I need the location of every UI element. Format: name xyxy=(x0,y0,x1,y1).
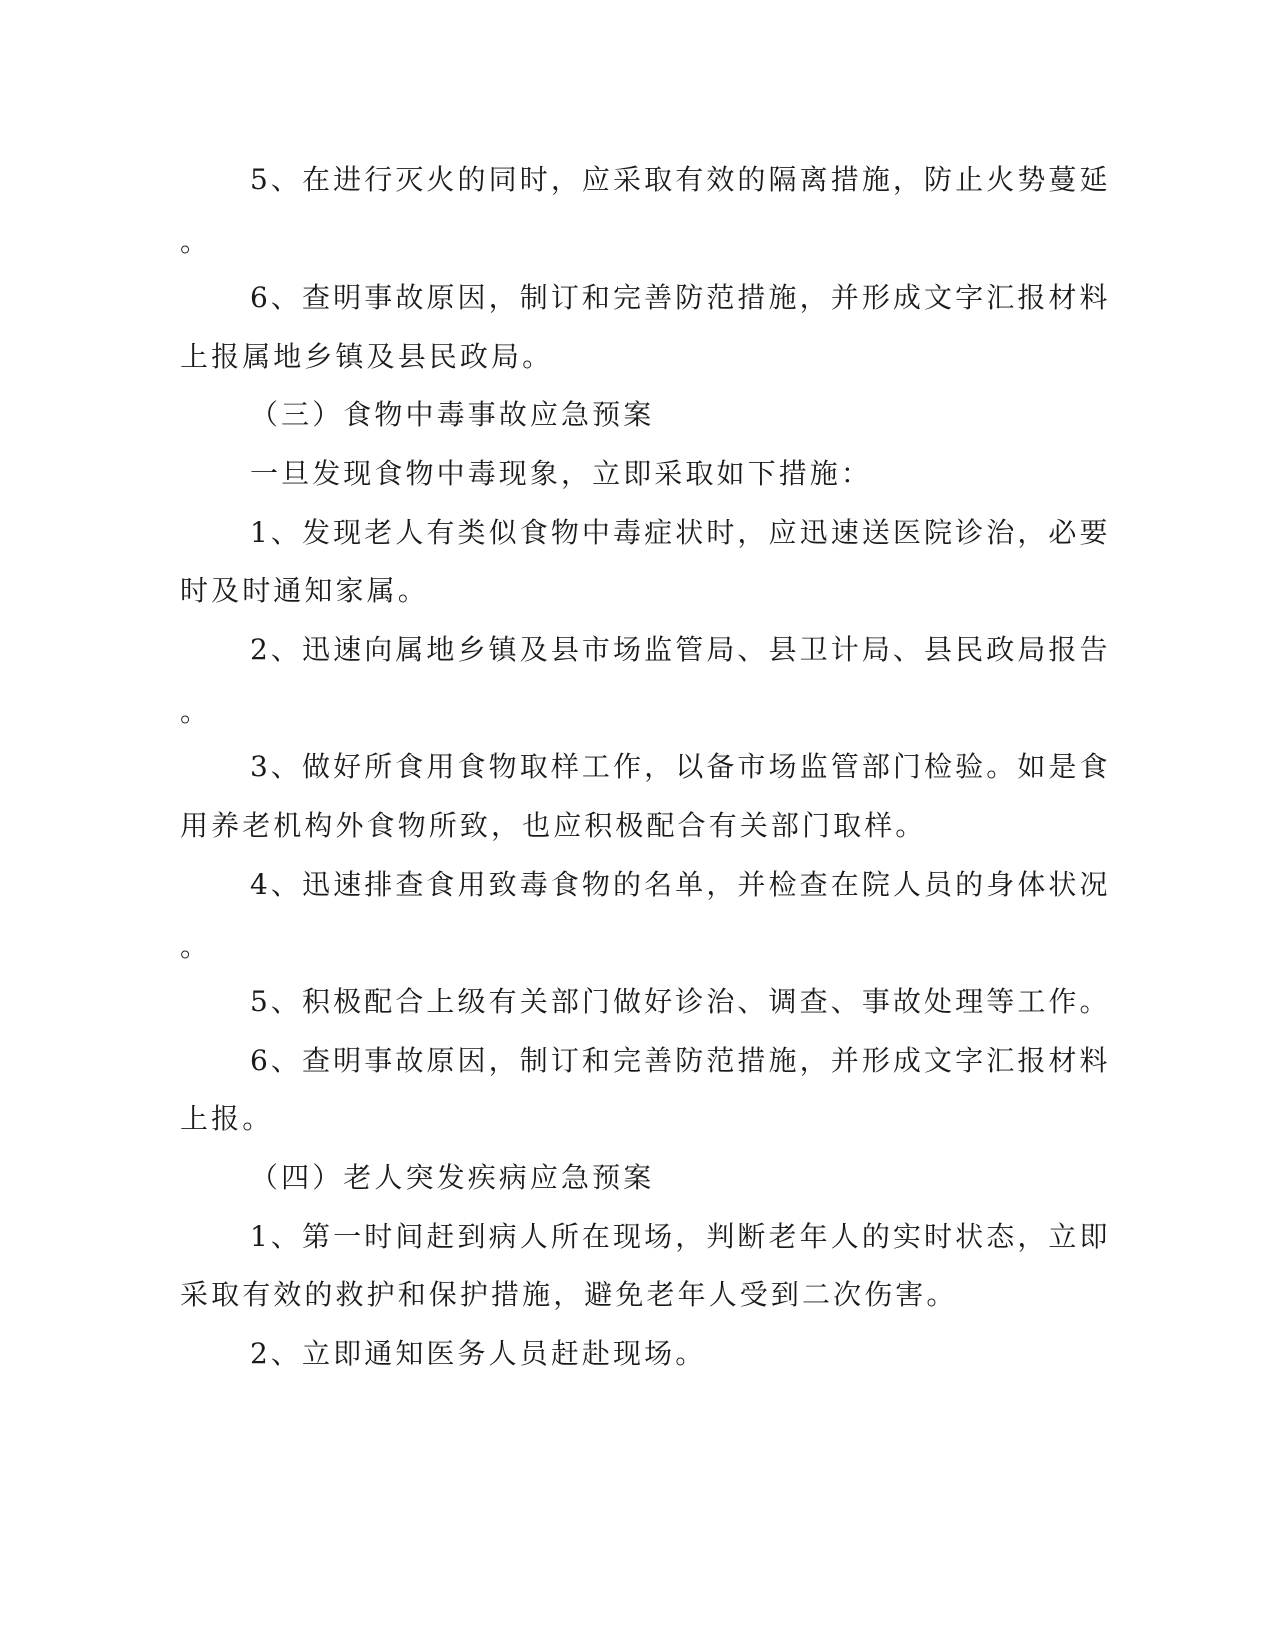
paragraph-line: 。 xyxy=(180,930,212,963)
paragraph-line: 。 xyxy=(180,225,212,258)
paragraph-line: 。 xyxy=(180,695,212,728)
paragraph-line: 6、查明事故原因，制订和完善防范措施，并形成文字汇报材料 xyxy=(250,281,1111,314)
paragraph-line: 用养老机构外食物所致，也应积极配合有关部门取样。 xyxy=(180,809,927,842)
paragraph-line: 3、做好所食用食物取样工作，以备市场监管部门检验。如是食 xyxy=(250,750,1111,783)
paragraph-line: 6、查明事故原因，制订和完善防范措施，并形成文字汇报材料 xyxy=(250,1044,1111,1077)
paragraph-line: 2、迅速向属地乡镇及县市场监管局、县卫计局、县民政局报告 xyxy=(250,633,1111,666)
section-heading: （三）食物中毒事故应急预案 xyxy=(250,398,655,431)
paragraph-line: 时及时通知家属。 xyxy=(180,574,429,607)
section-heading: （四）老人突发疾病应急预案 xyxy=(250,1161,655,1194)
paragraph-line: 采取有效的救护和保护措施，避免老年人受到二次伤害。 xyxy=(180,1278,958,1311)
paragraph-line: 1、第一时间赶到病人所在现场，判断老年人的实时状态，立即 xyxy=(250,1220,1111,1253)
paragraph-line: 5、积极配合上级有关部门做好诊治、调查、事故处理等工作。 xyxy=(250,985,1111,1018)
paragraph-line: 1、发现老人有类似食物中毒症状时，应迅速送医院诊治，必要 xyxy=(250,516,1111,549)
paragraph-line: 上报属地乡镇及县民政局。 xyxy=(180,340,554,373)
paragraph-line: 5、在进行灭火的同时，应采取有效的隔离措施，防止火势蔓延 xyxy=(250,163,1111,196)
paragraph-line: 一旦发现食物中毒现象，立即采取如下措施： xyxy=(250,457,873,490)
paragraph-line: 2、立即通知医务人员赶赴现场。 xyxy=(250,1337,707,1370)
paragraph-line: 上报。 xyxy=(180,1102,274,1135)
paragraph-line: 4、迅速排查食用致毒食物的名单，并检查在院人员的身体状况 xyxy=(250,868,1111,901)
